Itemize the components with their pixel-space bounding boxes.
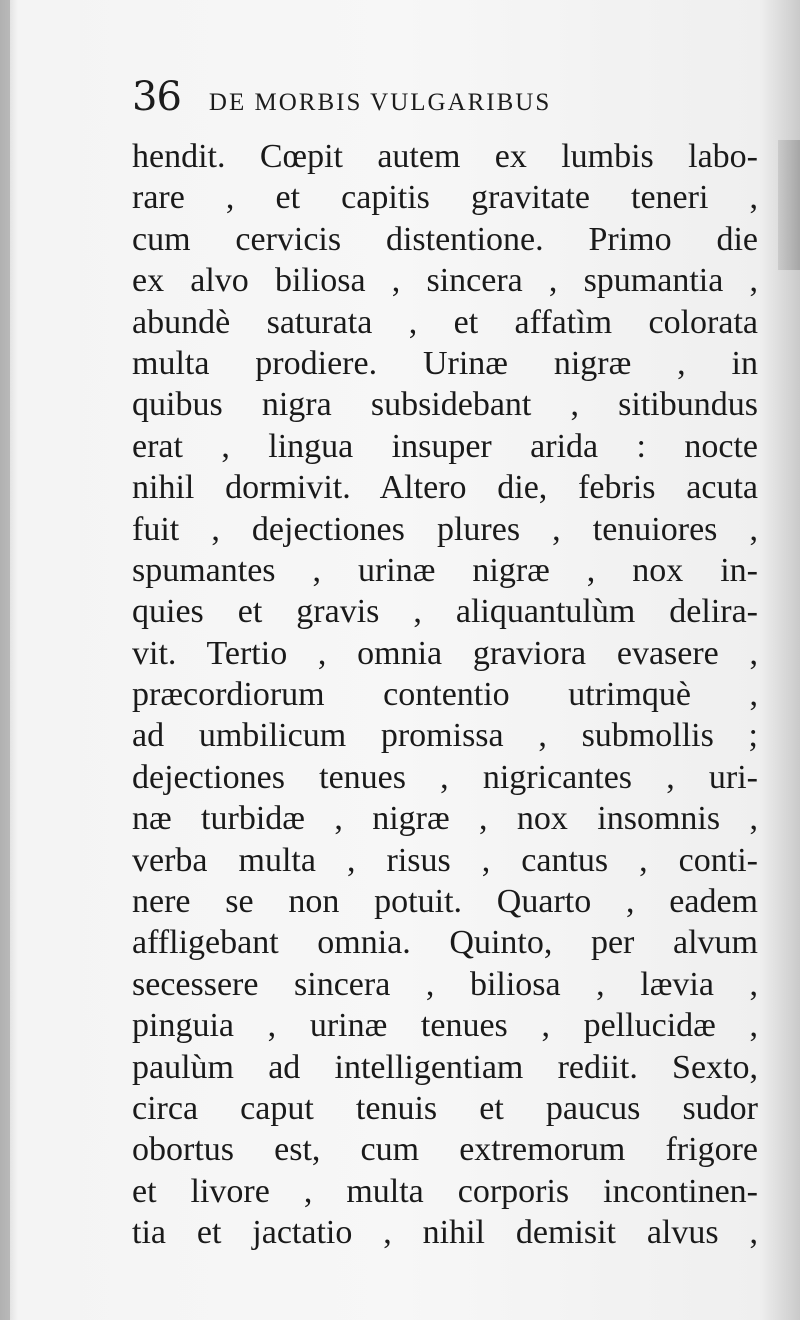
running-head: DE MORBIS VULGARIBUS: [208, 89, 552, 116]
text-line: ex alvo biliosa , sincera , spumantia ,: [132, 262, 758, 300]
text-line: præcordiorum contentio utrimquè ,: [132, 676, 758, 714]
text-line: circa caput tenuis et paucus sudor: [132, 1089, 758, 1127]
text-line: nihil dormivit. Altero die, febris acuta: [132, 469, 758, 507]
text-line: næ turbidæ , nigræ , nox insomnis ,: [132, 800, 758, 838]
text-line: ad umbilicum promissa , submollis ;: [132, 717, 758, 755]
text-line: cum cervicis distentione. Primo die: [132, 220, 758, 258]
text-line: vit. Tertio , omnia graviora evasere ,: [132, 634, 758, 672]
text-line: erat , lingua insuper arida : nocte: [132, 427, 758, 465]
text-line: tia et jactatio , nihil demisit alvus ,: [132, 1214, 758, 1252]
text-line: pinguia , urinæ tenues , pellucidæ ,: [132, 1007, 758, 1045]
text-line: paulùm ad intelligentiam rediit. Sexto,: [132, 1048, 758, 1086]
text-line: nere se non potuit. Quarto , eadem: [132, 883, 758, 921]
page-gutter-shadow: [0, 0, 10, 1320]
text-line: quies et gravis , aliquantulùm delira-: [132, 593, 758, 631]
text-line: abundè saturata , et affatìm colorata: [132, 303, 758, 341]
page-number: 36: [132, 74, 181, 120]
text-line: hendit. Cœpit autem ex lumbis labo-: [132, 138, 758, 175]
text-line: quibus nigra subsidebant , sitibundus: [132, 386, 758, 424]
page-header: [132, 74, 692, 126]
text-line: rare , et capitis gravitate teneri ,: [132, 179, 758, 217]
text-line: fuit , dejectiones plures , tenuiores ,: [132, 510, 758, 548]
text-line: et livore , multa corporis incontinen-: [132, 1172, 758, 1210]
text-line: obortus est, cum extremorum frigore: [132, 1131, 758, 1169]
text-line: secessere sincera , biliosa , lævia ,: [132, 965, 758, 1003]
text-line: affligebant omnia. Quinto, per alvum: [132, 924, 758, 962]
text-line: verba multa , risus , cantus , conti-: [132, 841, 758, 879]
text-line: spumantes , urinæ nigræ , nox in-: [132, 551, 758, 589]
body-text: [132, 136, 758, 1254]
text-line: dejectiones tenues , nigricantes , uri-: [132, 758, 758, 796]
text-line: multa prodiere. Urinæ nigræ , in: [132, 344, 758, 382]
page-edge-shadow: [778, 140, 800, 270]
